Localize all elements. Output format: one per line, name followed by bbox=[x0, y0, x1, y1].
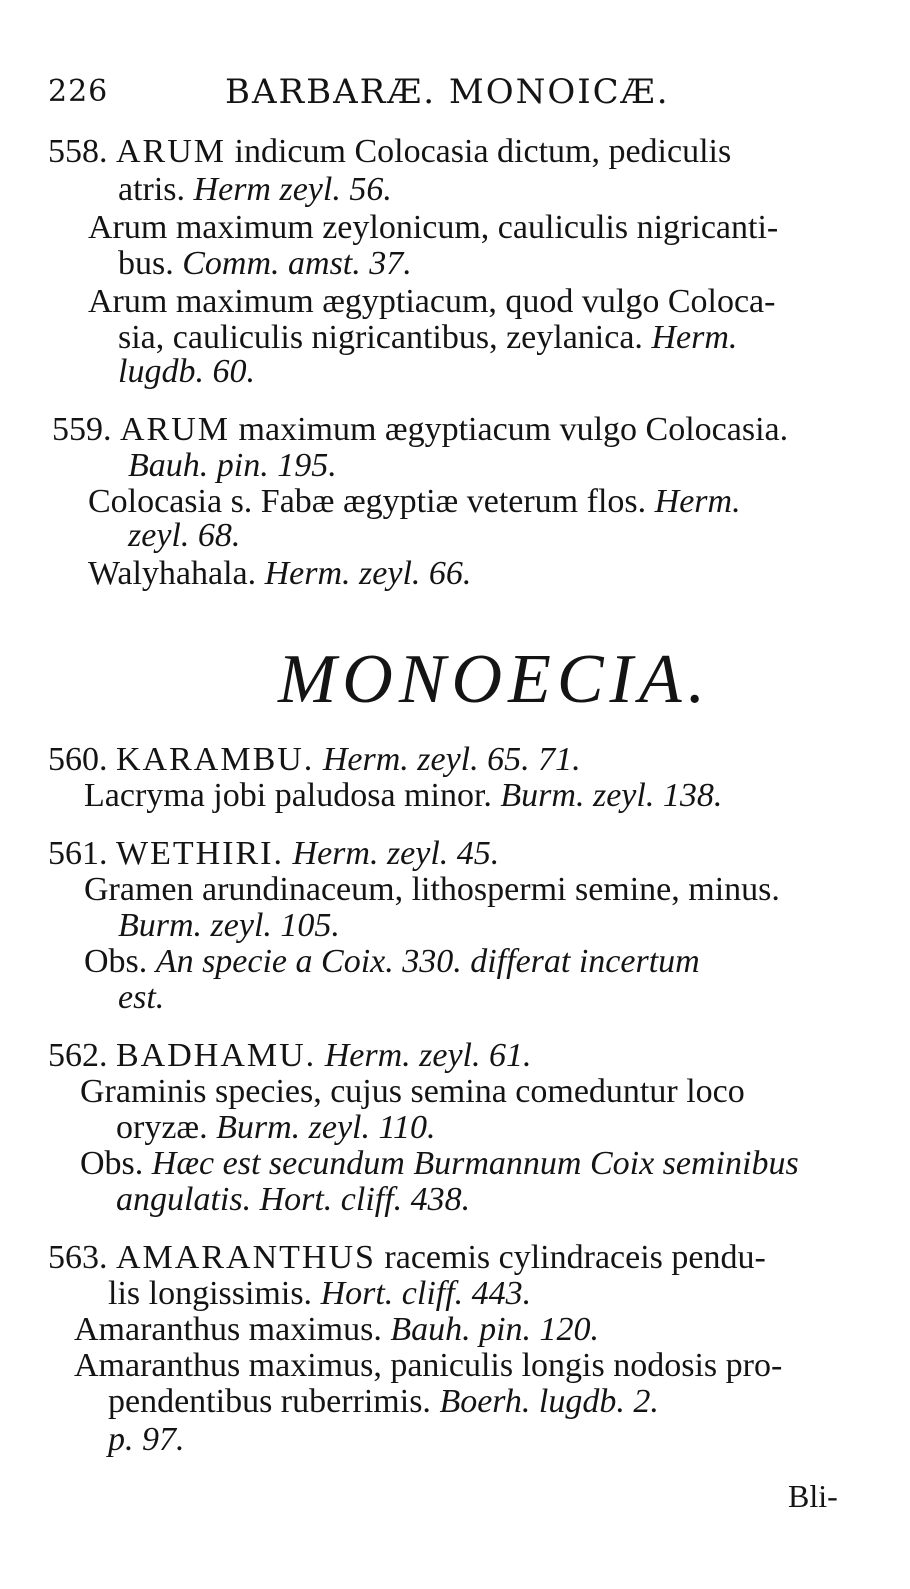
entry-562-line-3: oryzæ. Burm. zeyl. 110. bbox=[116, 1109, 436, 1146]
entry-559-line-2: Bauh. pin. 195. bbox=[128, 447, 337, 484]
entry-head: KARAMBU. bbox=[116, 741, 315, 778]
entry-562-line-1: 562. BADHAMU. Herm. zeyl. 61. bbox=[48, 1037, 532, 1074]
entry-561-line-4: Obs. An specie a Coix. 330. differat incertum bbox=[84, 943, 700, 980]
entry-558-line-1: 558. ARUM indicum Colocasia dictum, pediculis bbox=[48, 133, 732, 170]
entry-561-line-2: Gramen arundinaceum, lithospermi semine, minus. bbox=[84, 871, 780, 908]
entry-563-line-4: Amaranthus maximus, paniculis longis nodosis pro- bbox=[74, 1347, 783, 1384]
entry-563-line-5: pendentibus ruberrimis. Boerh. lugdb. 2. bbox=[108, 1383, 659, 1420]
entry-563-line-2: lis longissimis. Hort. cliff. 443. bbox=[108, 1275, 532, 1312]
entry-561-line-1: 561. WETHIRI. Herm. zeyl. 45. bbox=[48, 835, 500, 872]
entry-561-line-3: Burm. zeyl. 105. bbox=[118, 907, 340, 944]
entry-562-line-2: Graminis species, cujus semina comeduntur loco bbox=[80, 1073, 745, 1110]
entry-558-line-3: Arum maximum zeylonicum, cauliculis nigricanti- bbox=[88, 209, 779, 246]
section-title: MONOECIA. bbox=[278, 641, 712, 718]
entry-560-line-2: Lacryma jobi paludosa minor. Burm. zeyl. 138. bbox=[84, 777, 723, 814]
entry-561-line-5: est. bbox=[118, 979, 165, 1016]
entry-558-line-2: atris. Herm zeyl. 56. bbox=[118, 171, 392, 208]
running-title: BARBARÆ. MONOICÆ. bbox=[225, 72, 670, 112]
entry-head: ARUM bbox=[116, 133, 227, 170]
entry-558-line-4: bus. Comm. amst. 37. bbox=[118, 245, 412, 282]
entry-558-line-6: sia, cauliculis nigricantibus, zeylanica. Herm. bbox=[118, 319, 738, 356]
entry-head: WETHIRI. bbox=[116, 835, 285, 872]
entry-number: 558. bbox=[48, 133, 108, 170]
entry-559-line-5: Walyhahala. Herm. zeyl. 66. bbox=[88, 555, 472, 592]
entry-562-line-4: Obs. Hæc est secundum Burmannum Coix seminibus bbox=[80, 1145, 799, 1182]
entry-number: 559. bbox=[52, 411, 112, 448]
entry-head: AMARANTHUS bbox=[116, 1239, 376, 1276]
entry-558-line-5: Arum maximum ægyptiacum, quod vulgo Coloca- bbox=[88, 283, 776, 320]
running-header bbox=[0, 72, 910, 116]
catchword: Bli- bbox=[788, 1478, 838, 1514]
entry-563-line-1: 563. AMARANTHUS racemis cylindraceis pendu- bbox=[48, 1239, 766, 1276]
entry-head: ARUM bbox=[120, 411, 231, 448]
entry-560-line-1: 560. KARAMBU. Herm. zeyl. 65. 71. bbox=[48, 741, 581, 778]
entry-number: 561. bbox=[48, 835, 108, 872]
entry-563-line-6: p. 97. bbox=[108, 1421, 185, 1458]
entry-number: 560. bbox=[48, 741, 108, 778]
entry-559-line-3: Colocasia s. Fabæ ægyptiæ veterum flos. Herm. bbox=[88, 483, 741, 520]
entry-number: 562. bbox=[48, 1037, 108, 1074]
entry-563-line-3: Amaranthus maximus. Bauh. pin. 120. bbox=[74, 1311, 600, 1348]
entry-558-line-7: lugdb. 60. bbox=[118, 353, 255, 390]
entry-head: BADHAMU. bbox=[116, 1037, 317, 1074]
entry-562-line-5: angulatis. Hort. cliff. 438. bbox=[116, 1181, 471, 1218]
entry-number: 563. bbox=[48, 1239, 108, 1276]
entry-559-line-4: zeyl. 68. bbox=[128, 517, 241, 554]
page-number: 226 bbox=[48, 74, 109, 109]
entry-559-line-1: 559. ARUM maximum ægyptiacum vulgo Colocasia. bbox=[52, 411, 789, 448]
